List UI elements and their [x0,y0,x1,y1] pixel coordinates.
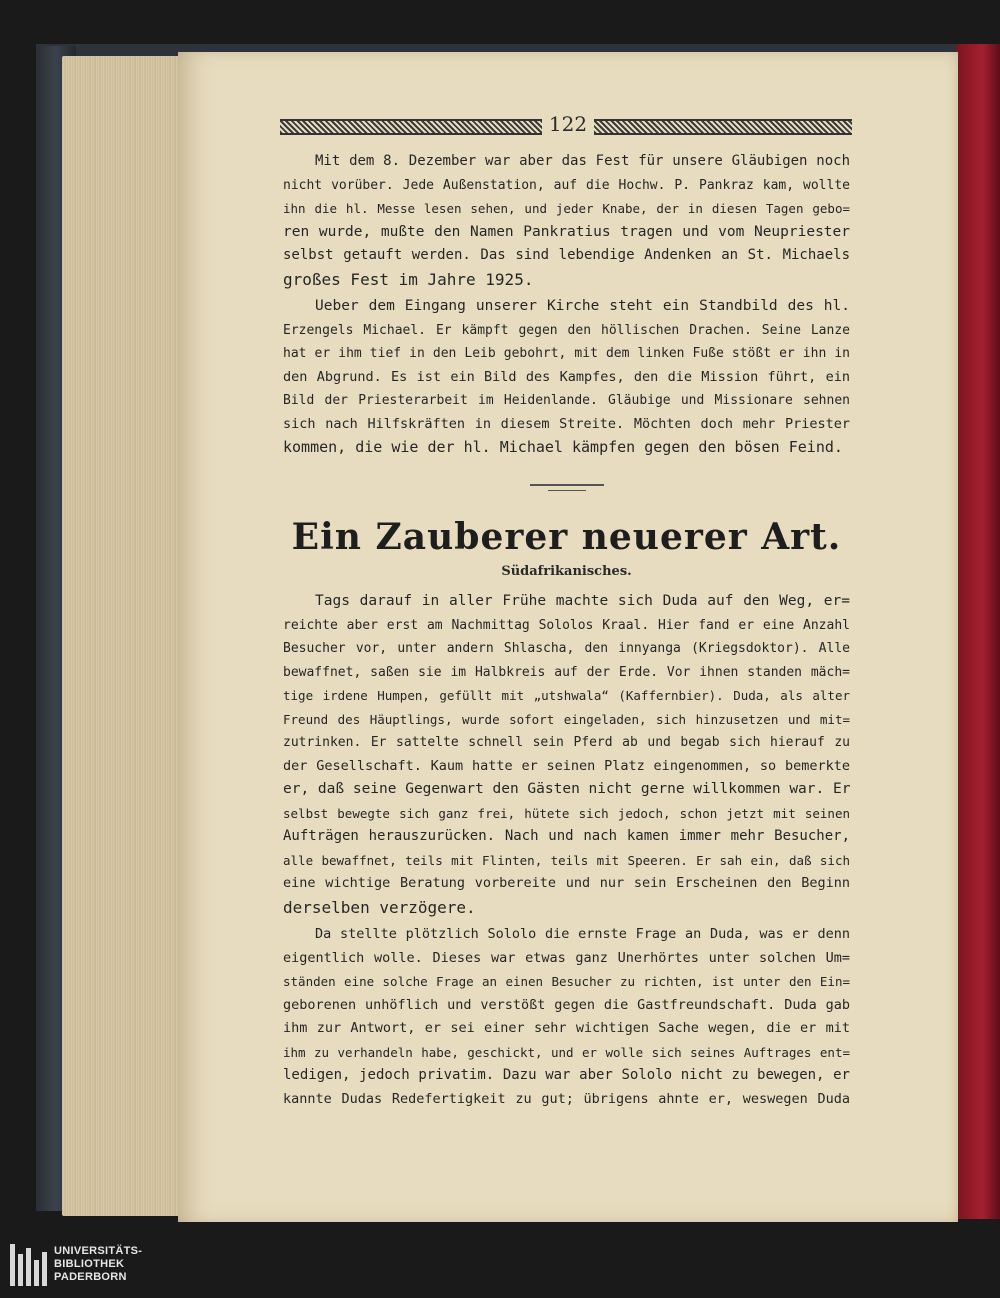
text-line: bewaffnet, saßen sie im Halbkreis auf der Erde. Vor ihnen standen mäch= [283,664,850,680]
text-line: den Abgrund. Es ist ein Bild des Kampfes, den die Mission führt, ein [283,368,850,385]
page-stack-edge [62,56,192,1216]
text-line: Bild der Priesterarbeit im Heidenlande. Gläubige und Missionare sehnen [283,393,850,408]
header-ornament-left [280,119,542,135]
article-title: Ein Zauberer neuerer Art. [291,516,842,558]
text-line: Mit dem 8. Dezember war aber das Fest für unsere Gläubigen noch [315,153,850,169]
text-line: zutrinken. Er sattelte schnell sein Pferd ab und begab sich hierauf zu [283,735,850,750]
text-line: reichte aber erst am Nachmittag Sololos Kraal. Hier fand er eine Anzahl [283,617,850,633]
library-footer [0,1232,1000,1298]
text-line: hat er ihm tief in den Leib gebohrt, mit dem linken Fuße stößt er ihn in [283,346,850,361]
text-line: eigentlich wolle. Dieses war etwas ganz Unerhörtes unter solchen Um= [283,949,850,966]
text-line: sich nach Hilfskräften in diesem Streite. Möchten doch mehr Priester [283,415,850,432]
text-line: nicht vorüber. Jede Außenstation, auf die Hochw. P. Pankraz kam, wollte [283,177,850,193]
text-line: kannte Dudas Redefertigkeit zu gut; übrigens ahnte er, weswegen Duda [283,1090,850,1107]
text-line: Besucher vor, unter andern Shlascha, den innyanga (Kriegsdoktor). Alle [283,641,850,656]
text-line: Da stellte plötzlich Sololo die ernste Frage an Duda, was er denn [315,926,850,942]
page-header [280,114,852,136]
text-line: ihm zu verhandeln habe, geschickt, und er wolle sich seines Auftrages ent= [283,1044,850,1060]
page-number: 122 [548,112,588,136]
text-line: selbst getauft werden. Das sind lebendige Andenken an St. Michaels [283,247,850,263]
paragraph-3 [283,590,850,919]
text-line: geborenen unhöflich und verstößt gegen die Gastfreundschaft. Duda gab [283,996,850,1013]
article-subtitle: Südafrikanisches. [501,564,632,579]
library-name [54,1245,142,1284]
paragraph-1 [283,150,850,291]
text-line: kommen, die wie der hl. Michael kämpfen gegen den bösen Feind. [283,438,843,456]
text-line: ren wurde, mußte den Namen Pankratius tragen und vom Neupriester [283,223,850,240]
section-divider-thin [548,490,586,491]
paragraph-2 [283,295,850,460]
text-line: Tags darauf in aller Frühe machte sich Duda auf den Weg, er= [315,593,850,609]
book-red-edge [956,44,1000,1219]
text-line: derselben verzögere. [283,897,476,917]
text-line: ledigen, jedoch privatim. Dazu war aber Sololo nicht zu bewegen, er [283,1067,850,1083]
text-line: alle bewaffnet, teils mit Flinten, teils mit Speeren. Er sah ein, daß sich [283,852,850,868]
text-line: ihn die hl. Messe lesen sehen, und jeder Knabe, der in diesen Tagen gebo= [283,201,850,216]
text-line: eine wichtige Beratung vorbereite und nur sein Erscheinen den Beginn [283,875,850,891]
header-ornament-right [594,119,852,135]
text-line: Ueber dem Eingang unserer Kirche steht ein Standbild des hl. [315,298,850,314]
text-line: er, daß seine Gegenwart den Gästen nicht gerne willkommen war. Er [283,781,851,797]
text-line: der Gesellschaft. Kaum hatte er seinen Platz eingenommen, so bemerkte [283,757,850,774]
text-line: Aufträgen herauszurücken. Nach und nach kamen immer mehr Besucher, [283,828,850,844]
text-line: ihm zur Antwort, er sei einer sehr wichtigen Sache wegen, die er mit [283,1020,850,1036]
text-line: Freund des Häuptlings, wurde sofort eingeladen, sich hinzusetzen und mit= [283,711,850,727]
text-line: Erzengels Michael. Er kämpft gegen den höllischen Drachen. Seine Lanze [283,322,850,338]
library-name-line-1: UNIVERSITÄTS- [54,1245,143,1257]
library-logo-icon [10,1244,48,1286]
text-line: selbst bewegte sich ganz frei, hütete sich jedoch, schon jetzt mit seinen [283,805,850,821]
paragraph-4 [283,923,850,1111]
section-divider [530,484,604,486]
text-line: ständen eine solche Frage an einen Besucher zu richten, ist unter den Ein= [283,974,850,989]
text-line: großes Fest im Jahre 1925. [283,269,534,289]
text-line: tige irdene Humpen, gefüllt mit „utshwala“ (Kaffernbier). Duda, als alter [283,688,850,703]
library-name-line-2: BIBLIOTHEK [54,1258,125,1270]
library-name-line-3: PADERBORN [54,1271,127,1283]
